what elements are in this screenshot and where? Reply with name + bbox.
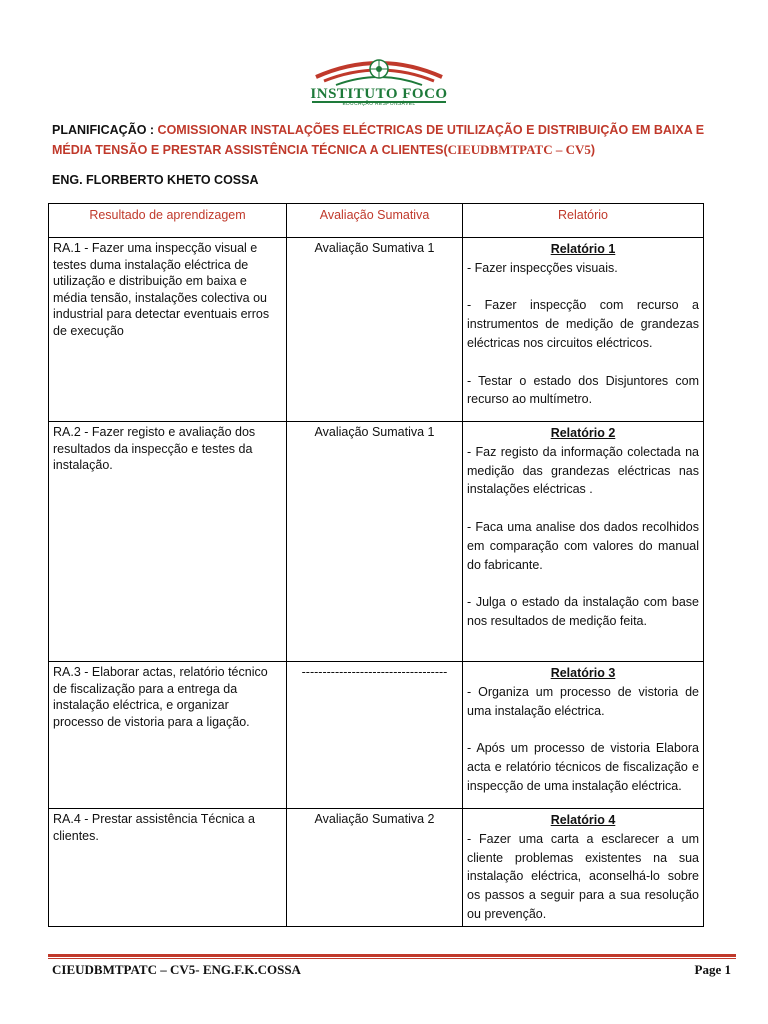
table-row xyxy=(49,662,704,809)
footer-rule xyxy=(48,954,736,957)
avaliacao-cell: Avaliação Sumativa 1 xyxy=(287,422,463,662)
author-name: ENG. FLORBERTO KHETO COSSA xyxy=(52,173,259,187)
ra-cell: RA.1 - Fazer uma inspecção visual e testes duma instalação eléctrica de utilização e distribuição em baixa e média tensão, instalações colectiva ou industrial para detectar eventuais erros de execução xyxy=(49,238,287,422)
ra-cell: RA.3 - Elaborar actas, relatório técnico de fiscalização para a entrega da instalação eléctrica, e organizar processo de vistoria para a ligação. xyxy=(49,662,287,809)
avaliacao-cell: Avaliação Sumativa 1 xyxy=(287,238,463,422)
heading-title: COMISSIONAR INSTALAÇÕES ELÉCTRICAS DE UTILIZAÇÃO E DISTRIBUIÇÃO EM BAIXA E MÉDIA TENSÃO E PRESTAR ASSISTÊNCIA TÉCNICA A CLIENTES( xyxy=(52,123,705,157)
heading-code: CIEUDBMTPATC – CV5 xyxy=(447,142,591,157)
relatorio-title: Relatório 4 xyxy=(550,813,616,827)
header-resultado: Resultado de aprendizagem xyxy=(49,204,287,238)
relatorio-title: Relatório 2 xyxy=(550,426,616,440)
relatorio-cell xyxy=(463,662,704,809)
relatorio-item: - Organiza um processo de vistoria de uma instalação eléctrica. xyxy=(467,684,699,718)
page-number: Page 1 xyxy=(694,962,731,977)
relatorio-item: - Testar o estado dos Disjuntores com recurso ao multímetro. xyxy=(467,373,699,407)
heading-close: ) xyxy=(590,143,596,157)
document-heading xyxy=(52,121,732,160)
logo-tagline: EDUCAÇÃO RESPONSÁVEL xyxy=(342,101,416,107)
header-relatorio: Relatório xyxy=(463,204,704,238)
relatorio-item: - Julga o estado da instalação com base nos resultados de medição feita. xyxy=(467,595,699,628)
planning-table xyxy=(48,203,704,927)
avaliacao-cell: Avaliação Sumativa 2 xyxy=(287,809,463,927)
relatorio-item: - Fazer inspecções visuais. xyxy=(467,260,618,275)
relatorio-item: - Faca uma analise dos dados recolhidos em comparação com valores do manual do fabricante. xyxy=(467,519,699,572)
relatorio-cell xyxy=(463,238,704,422)
table-row xyxy=(49,809,704,927)
relatorio-title: Relatório 1 xyxy=(550,242,616,256)
ra-cell: RA.2 - Fazer registo e avaliação dos resultados da inspecção e testes da instalação. xyxy=(49,422,287,662)
avaliacao-cell: ----------------------------------- xyxy=(287,662,463,809)
relatorio-item: - Fazer uma carta a esclarecer a um cliente problemas existentes na sua instalação eléctrica, aconselhá-lo sobre os passos a seguir para a sua resolução ou prevenção. xyxy=(467,831,699,921)
relatorio-title: Relatório 3 xyxy=(550,666,616,680)
logo-name: INSTITUTO FOCO xyxy=(310,86,448,102)
relatorio-cell xyxy=(463,422,704,662)
table-header-row xyxy=(49,204,704,238)
relatorio-item: - Fazer inspecção com recurso a instrumentos de medição de grandezas eléctricas nos circuitos eléctricos. xyxy=(467,298,699,350)
header-avaliacao: Avaliação Sumativa xyxy=(287,204,463,238)
relatorio-item: - Faz registo da informação colectada na medição das grandezas eléctricas nas instalações eléctricas . xyxy=(467,444,699,497)
footer-rule-thin xyxy=(48,958,736,959)
relatorio-item: - Após um processo de vistoria Elabora acta e relatório técnicos de fiscalização e inspecção de uma instalação eléctrica. xyxy=(467,741,699,793)
table-row xyxy=(49,238,704,422)
ra-cell: RA.4 - Prestar assistência Técnica a clientes. xyxy=(49,809,287,927)
relatorio-cell xyxy=(463,809,704,927)
heading-label: PLANIFICAÇÃO : xyxy=(52,123,155,137)
table-row xyxy=(49,422,704,662)
footer-code: CIEUDBMTPATC – CV5- ENG.F.K.COSSA xyxy=(52,962,301,977)
